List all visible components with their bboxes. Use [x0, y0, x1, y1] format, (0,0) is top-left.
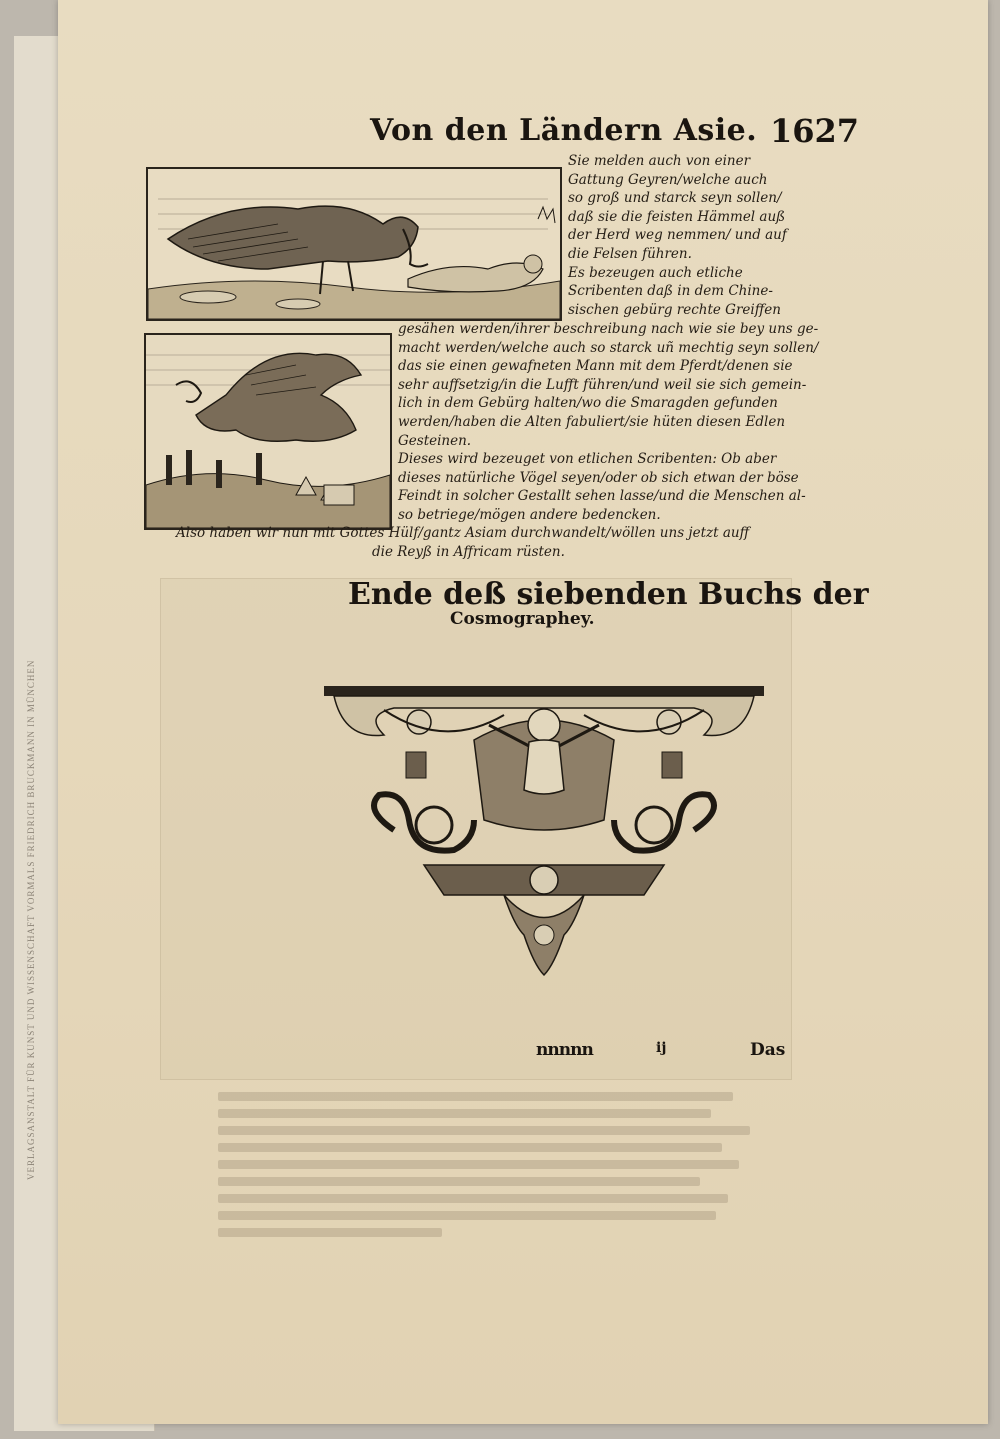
text-line: Gattung Geyren/welche auch [568, 171, 768, 188]
end-of-book-heading: Ende deß siebenden Buchs der [348, 577, 869, 612]
catchline-signature: nnnnn [536, 1040, 593, 1060]
text-line: gesähen werden/ihrer beschreibung nach wie sie bey uns ge- [398, 321, 819, 337]
right-column-text [568, 152, 787, 319]
closing-text [176, 524, 749, 561]
text-line: werden/haben die Alten fabuliert/sie hüten diesen Edlen [398, 413, 786, 430]
text-line: das sie einen gewafneten Mann mit dem Pferdt/denen sie [398, 358, 793, 375]
text-line: macht werden/welche auch so starck uñ mechtig seyn sollen/ [398, 339, 819, 356]
page-number: 1627 [770, 112, 860, 150]
publisher-side-note: VERLAGSANSTALT FÜR KUNST UND WISSENSCHAFT VORMALS FRIEDRICH BRUCKMANN IN MÜNCHEN [26, 659, 36, 1180]
show-through-text [218, 1092, 778, 1292]
text-line: der Herd weg nemmen/ und auf [568, 227, 787, 244]
woodcut-griffin [144, 333, 392, 530]
text-line: dieses natürliche Vögel seyen/oder ob sich etwan der böse [398, 469, 799, 486]
text-line: Also haben wir nun mit Gottes Hülf/gantz Asiam durchwandelt/wöllen uns jetzt auff [176, 525, 750, 541]
text-line: Feindt in solcher Gestallt sehen lasse/und die Menschen al- [398, 488, 806, 505]
text-line: daß sie die feisten Hämmel auß [568, 208, 786, 225]
page-header-title: Von den Ländern Asie. [370, 113, 758, 148]
book-page [58, 0, 988, 1424]
text-line: die Felsen führen. [568, 245, 692, 262]
text-line: Gesteinen. [398, 432, 472, 449]
text-line: Dieses wird bezeuget von etlichen Scribenten: Ob aber [398, 451, 777, 468]
text-line: Scribenten daß in dem Chine- [568, 283, 773, 300]
text-line: Es bezeugen auch etliche [568, 264, 743, 281]
text-line: lich in dem Gebürg halten/wo die Smaragden gefunden [398, 395, 778, 412]
griffin-column-text [398, 320, 818, 525]
woodcut-vulture [146, 167, 562, 321]
text-line: Sie melden auch von einer [568, 153, 751, 169]
text-line: so betriege/mögen andere bedencken. [398, 506, 661, 523]
griffin-illustration [146, 335, 390, 528]
catchline-sheet: ij [656, 1040, 667, 1056]
cherub-ornament [324, 680, 764, 980]
text-line: sischen gebürg rechte Greiffen [568, 301, 781, 318]
text-line: sehr auffsetzig/in die Lufft führen/und weil sie sich gemein- [398, 376, 807, 393]
text-line: so groß und starck seyn sollen/ [568, 190, 782, 207]
catchword: Das [750, 1040, 786, 1060]
vulture-illustration [148, 169, 560, 319]
text-line: die Reyß in Affricam rüsten. [372, 543, 565, 560]
end-of-book-subheading: Cosmographey. [450, 609, 595, 629]
